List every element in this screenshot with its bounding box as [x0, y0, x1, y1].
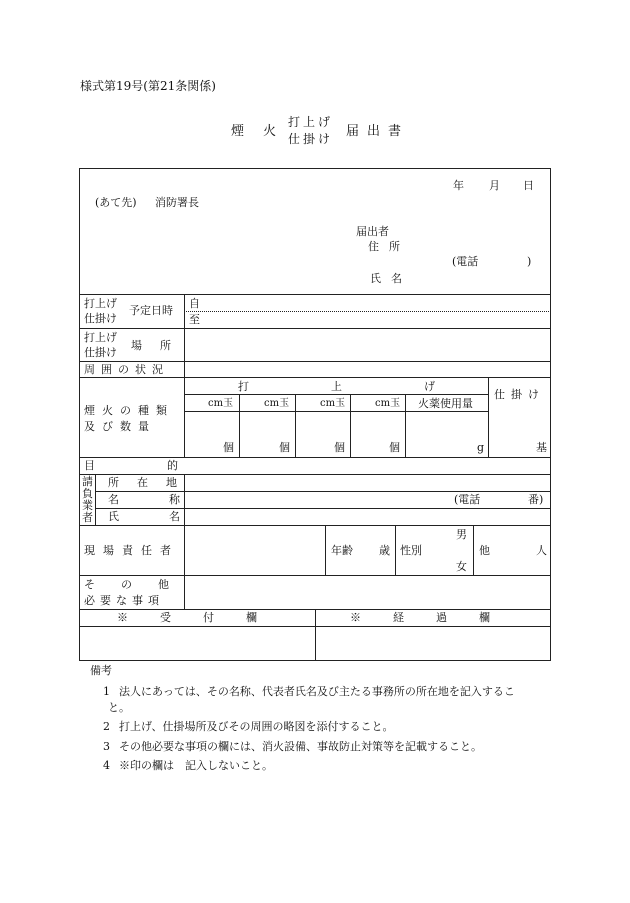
note-1-text-cont: と。 [108, 701, 130, 714]
contractor-location-label: 所在地 [108, 476, 195, 489]
surroundings-label: 周囲の状況 [84, 363, 169, 376]
contractor-phone-open: (電話 [454, 493, 481, 506]
applicant-phone-close: ) [527, 255, 532, 268]
cm-ball-4: cm玉 [375, 398, 401, 409]
age-label: 年齢 [331, 544, 353, 557]
note-2-text: 打上げ、仕掛場所及びその周囲の略図を添付すること。 [119, 720, 394, 733]
contractor-person-label: 氏名 [108, 510, 230, 523]
title-char-b: 火 [263, 124, 277, 139]
note-3-num: 3 [103, 740, 110, 753]
contractor-name-label: 名称 [108, 493, 230, 506]
applicant-phone-open: (電話 [452, 255, 479, 268]
uchiage-u: 打 [238, 380, 249, 393]
progress-column-label: ※経過欄 [350, 611, 522, 624]
schedule-to: 至 [189, 313, 200, 326]
fireworks-label-1: 煙火の種類 [84, 404, 174, 417]
other-items-label-2: 必要な事項 [84, 594, 164, 607]
place-shikake: 仕掛け [84, 346, 117, 359]
title-todokedesho: 届出書 [346, 124, 410, 139]
place-uchiage: 打上げ [84, 331, 117, 344]
note-1-num: 1 [103, 685, 110, 698]
uchiage-g: げ [424, 380, 435, 393]
note-3-text: その他必要な事項の欄には、消火設備、事故防止対策等を記載すること。 [119, 740, 482, 753]
title-uchiage: 打上げ [288, 115, 334, 129]
receipt-column-label: ※受付欄 [117, 611, 289, 624]
schedule-shikake: 仕掛け [84, 312, 117, 325]
gram-unit: g [477, 441, 485, 454]
cm-ball-3: cm玉 [320, 398, 346, 409]
applicant-name-label: 氏名 [370, 272, 412, 285]
note-4-text: ※印の欄は 記入しないこと。 [119, 759, 273, 772]
addressee-prefix: (あて先) [95, 196, 137, 209]
sex-label: 性別 [400, 544, 422, 557]
applicant-label: 届出者 [356, 225, 389, 238]
age-unit: 歳 [379, 544, 390, 557]
contractor-phone-close: 番) [528, 493, 544, 506]
powder-usage-label: 火薬使用量 [418, 397, 473, 410]
purpose-label: 目的 [84, 459, 250, 472]
count-unit-4: 個 [389, 441, 400, 454]
schedule-label: 予定日時 [129, 304, 173, 317]
cm-ball-2: cm玉 [264, 398, 290, 409]
date-day: 日 [523, 179, 534, 192]
addressee-name: 消防署長 [155, 196, 199, 209]
date-year: 年 [453, 179, 464, 192]
schedule-uchiage: 打上げ [84, 297, 117, 310]
shikake-header: 仕掛け [494, 388, 545, 401]
count-unit-3: 個 [334, 441, 345, 454]
persons-unit: 人 [536, 544, 547, 557]
place-label: 場所 [131, 339, 189, 352]
applicant-address-label: 住所 [368, 240, 410, 253]
cm-ball-1: cm玉 [208, 398, 234, 409]
note-2-num: 2 [103, 720, 110, 733]
count-unit-1: 個 [223, 441, 234, 454]
date-month: 月 [489, 179, 500, 192]
sex-male: 男 [456, 528, 467, 541]
title-char-a: 煙 [231, 124, 245, 139]
notes-title: 備考 [90, 664, 112, 677]
form-number: 様式第19号(第21条関係) [80, 79, 216, 93]
uchiage-a: 上 [331, 380, 342, 393]
ki-unit: 基 [536, 441, 547, 454]
note-1-text: 法人にあっては、その名称、代表者氏名及び主たる事務所の所在地を記入するこ [119, 685, 515, 698]
other-items-label-1: その他 [84, 578, 195, 591]
note-4-num: 4 [103, 759, 110, 772]
schedule-from: 自 [189, 297, 200, 310]
site-manager-label: 現場責任者 [84, 544, 179, 557]
title-shikake: 仕掛け [288, 132, 334, 146]
sex-female: 女 [456, 560, 467, 573]
count-unit-2: 個 [279, 441, 290, 454]
fireworks-label-2: 及び数量 [84, 420, 156, 433]
others-label: 他 [479, 544, 490, 557]
contractor-label: 請負業者 [82, 475, 93, 524]
